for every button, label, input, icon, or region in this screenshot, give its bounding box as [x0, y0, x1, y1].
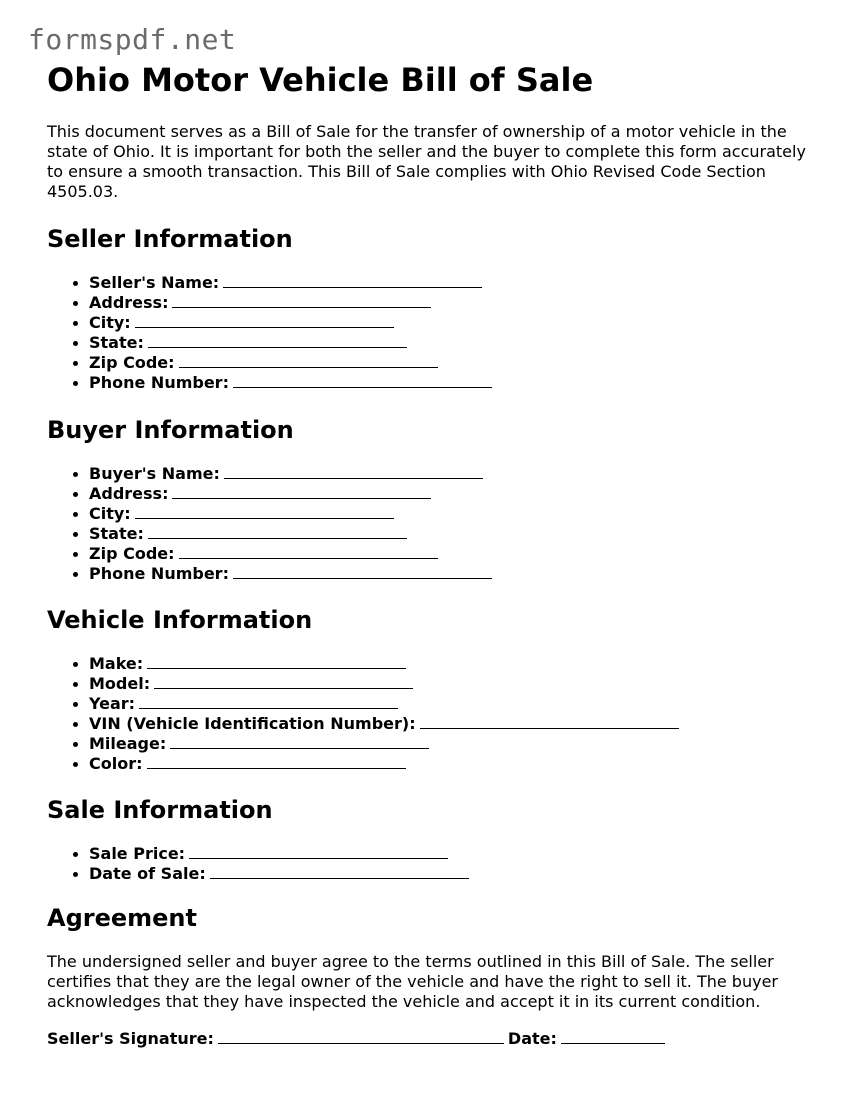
seller-city-field	[89, 313, 817, 333]
vehicle-year-field	[89, 694, 817, 714]
buyer-address-field	[89, 484, 817, 504]
field-label: State:	[89, 524, 144, 543]
sale-price-blank[interactable]	[189, 844, 448, 859]
vehicle-model-blank[interactable]	[154, 674, 413, 689]
buyer-zip-blank[interactable]	[179, 544, 438, 559]
buyer-heading: Buyer Information	[47, 416, 294, 444]
vehicle-vin-blank[interactable]	[420, 714, 679, 729]
watermark-text: formspdf.net	[28, 23, 237, 56]
field-label: Year:	[89, 694, 136, 713]
field-label: Make:	[89, 654, 144, 673]
vehicle-vin-field	[89, 714, 817, 734]
seller-name-blank[interactable]	[223, 273, 482, 288]
bill-of-sale-document	[47, 58, 817, 1049]
field-label: State:	[89, 333, 144, 352]
vehicle-make-field	[89, 654, 817, 674]
buyer-state-field	[89, 524, 817, 544]
agreement-section	[47, 902, 817, 1049]
field-label: Address:	[89, 293, 169, 312]
buyer-state-blank[interactable]	[148, 524, 407, 539]
seller-zip-blank[interactable]	[179, 353, 438, 368]
vehicle-model-field	[89, 674, 817, 694]
buyer-city-blank[interactable]	[135, 504, 394, 519]
buyer-name-field	[89, 464, 817, 484]
vehicle-mileage-blank[interactable]	[170, 734, 429, 749]
vehicle-year-blank[interactable]	[139, 694, 398, 709]
sale-date-field	[89, 864, 817, 884]
field-label: Color:	[89, 754, 143, 773]
buyer-fields-list	[47, 464, 817, 584]
agreement-paragraph: The undersigned seller and buyer agree to the terms outlined in this Bill of Sale. The seller certifies that they are the legal owner of the vehicle and have the right to sell it. The buyer acknowledges that they have inspected the vehicle and accept it in its current condition.	[47, 952, 778, 1011]
vehicle-fields-list	[47, 654, 817, 774]
seller-state-blank[interactable]	[148, 333, 407, 348]
field-label: City:	[89, 504, 131, 523]
date-label: Date:	[507, 1029, 557, 1048]
sale-section	[47, 794, 817, 884]
seller-state-field	[89, 333, 817, 353]
field-label: Buyer's Name:	[89, 464, 220, 483]
field-label: Date of Sale:	[89, 864, 206, 883]
field-label: Address:	[89, 484, 169, 503]
sale-fields-list	[47, 844, 817, 884]
vehicle-make-blank[interactable]	[147, 654, 406, 669]
buyer-phone-field	[89, 564, 817, 584]
field-label: VIN (Vehicle Identification Number):	[89, 714, 416, 733]
buyer-address-blank[interactable]	[172, 484, 431, 499]
seller-phone-field	[89, 373, 817, 393]
seller-name-field	[89, 273, 817, 293]
sale-price-field	[89, 844, 817, 864]
field-label: Mileage:	[89, 734, 167, 753]
seller-section	[47, 223, 817, 393]
sale-heading: Sale Information	[47, 796, 273, 824]
signature-label: Seller's Signature:	[47, 1029, 214, 1048]
buyer-zip-field	[89, 544, 817, 564]
vehicle-mileage-field	[89, 734, 817, 754]
seller-heading: Seller Information	[47, 225, 293, 253]
field-label: Sale Price:	[89, 844, 186, 863]
seller-city-blank[interactable]	[135, 313, 394, 328]
agreement-heading: Agreement	[47, 904, 197, 932]
vehicle-color-field	[89, 754, 817, 774]
vehicle-heading: Vehicle Information	[47, 606, 313, 634]
seller-address-field	[89, 293, 817, 313]
field-label: City:	[89, 313, 131, 332]
signature-row	[47, 1029, 817, 1049]
field-label: Phone Number:	[89, 373, 229, 392]
vehicle-section	[47, 604, 817, 774]
field-label: Zip Code:	[89, 544, 175, 563]
sale-date-blank[interactable]	[210, 864, 469, 879]
field-label: Model:	[89, 674, 151, 693]
signature-date-blank[interactable]	[561, 1029, 665, 1044]
buyer-phone-blank[interactable]	[233, 564, 492, 579]
page-title: Ohio Motor Vehicle Bill of Sale	[47, 61, 594, 99]
seller-zip-field	[89, 353, 817, 373]
field-label: Phone Number:	[89, 564, 229, 583]
buyer-city-field	[89, 504, 817, 524]
seller-phone-blank[interactable]	[233, 373, 492, 388]
field-label: Zip Code:	[89, 353, 175, 372]
buyer-section	[47, 414, 817, 584]
vehicle-color-blank[interactable]	[147, 754, 406, 769]
seller-address-blank[interactable]	[172, 293, 431, 308]
field-label: Seller's Name:	[89, 273, 220, 292]
buyer-name-blank[interactable]	[224, 464, 483, 479]
seller-signature-blank[interactable]	[218, 1029, 504, 1044]
intro-paragraph: This document serves as a Bill of Sale for the transfer of ownership of a motor vehicle in the state of Ohio. It is important for both the seller and the buyer to complete this form accurately to ensure a smooth transaction. This Bill of Sale complies with Ohio Revised Code Section 4505.03.	[47, 122, 806, 201]
seller-fields-list	[47, 273, 817, 393]
